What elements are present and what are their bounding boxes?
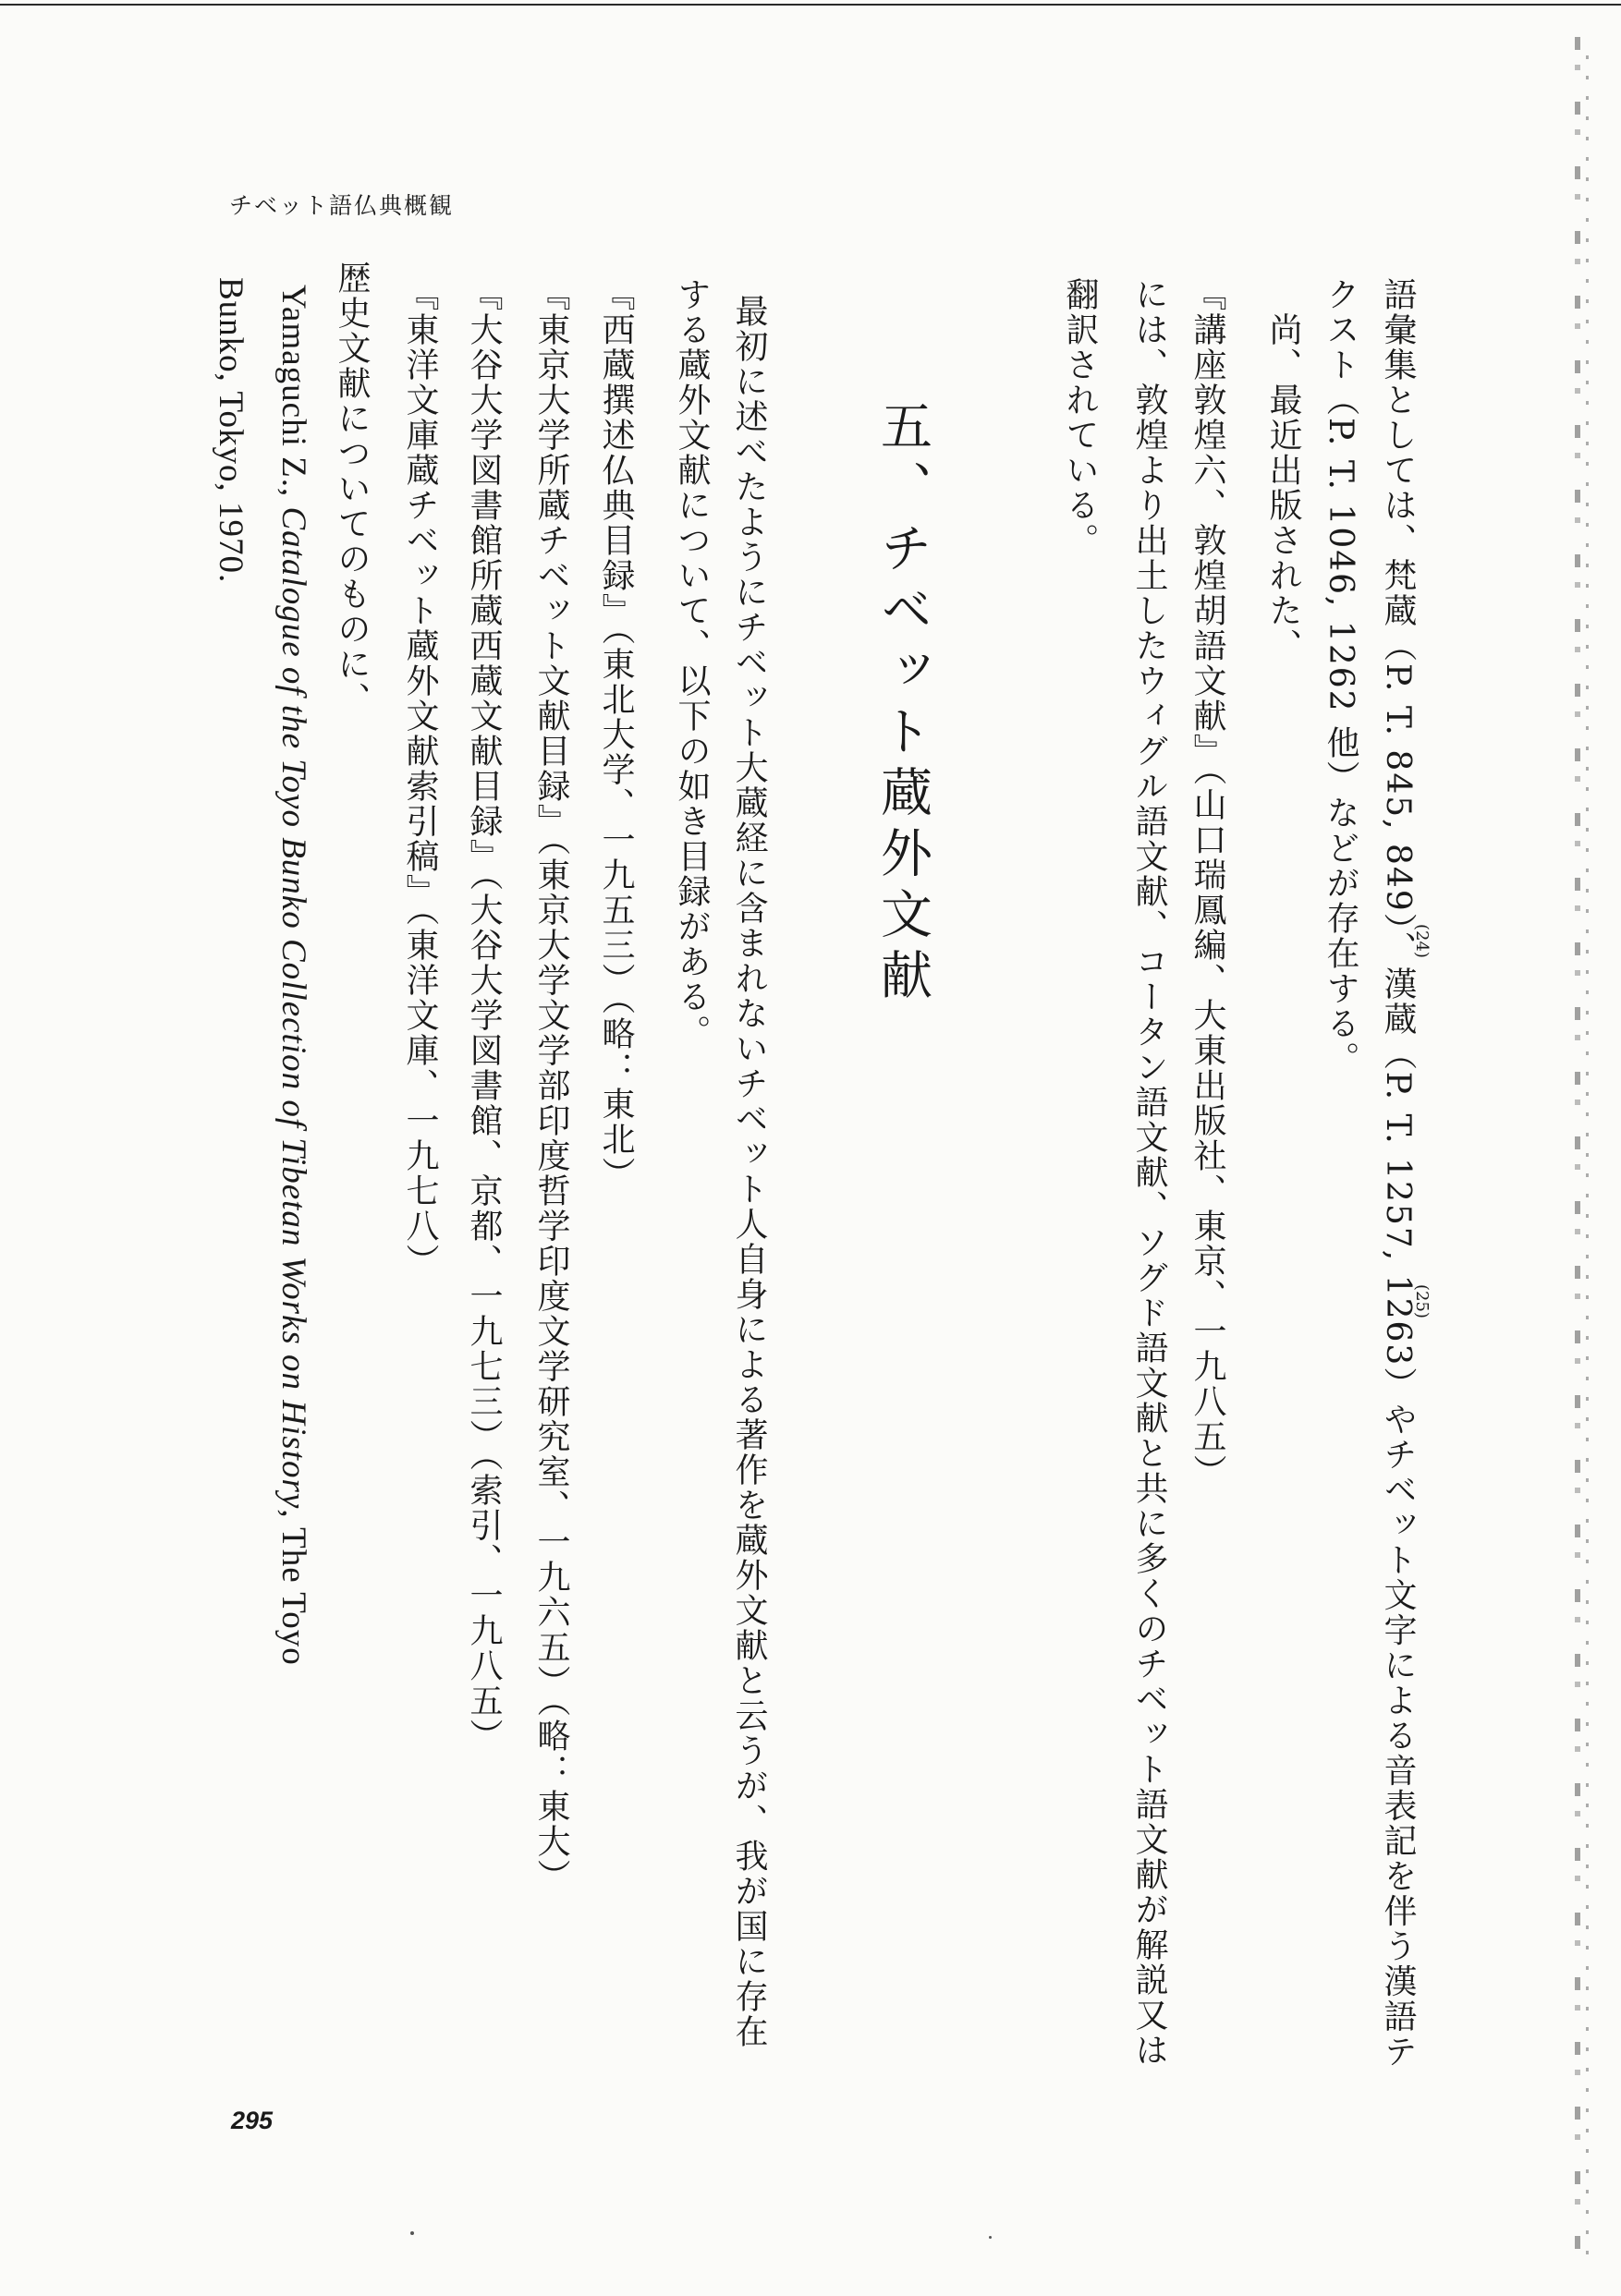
text-column-2: クスト（P. T. 1046, 1262 他）などが存在する。	[1322, 277, 1359, 1076]
bibliography-line-2: Bunko, Tokyo, 1970.	[212, 277, 250, 584]
section-heading: 五、チベット蔵外文献	[872, 399, 932, 1009]
scan-speck	[989, 2236, 992, 2239]
text-column-5: には、敦煌より出土したウィグル語文献、コータン語文献、ソグド語文献と共に多くのチベット語文献が解説又は	[1130, 277, 1168, 2068]
footnote-ref-24: (24)	[1412, 924, 1432, 958]
text-column-8: 最初に述べたようにチベット大蔵経に含まれないチベット人自身による著作を蔵外文献と云うが、我が国に存在	[730, 294, 768, 2049]
bibliography-line-1: Yamaguchi Z., Catalogue of the Toyo Bunko Collection of Tibetan Works on History, The Toyo	[274, 285, 312, 1666]
page-edge-shadow-secondary	[1586, 55, 1589, 2254]
text-column-3: 尚、最近出版された、	[1264, 312, 1302, 663]
text-column-1: 語彙集としては、梵蔵（P. T. 845, 849）、漢蔵（P. T. 1257, 1263）やチベット文字による音表記を伴う漢語テ	[1379, 277, 1417, 2070]
text-column-14: 歴史文献についてのものに、	[333, 261, 371, 717]
top-rule	[0, 4, 1621, 6]
catalogue-entry-tohoku: 『西蔵撰述仏典目録』（東北大学、一九五三）（略：東北）	[597, 277, 635, 1192]
catalogue-entry-toyo-bunko: 『東洋文庫蔵チベット蔵外文献索引稿』（東洋文庫、一九七八）	[401, 277, 439, 1279]
footnote-ref-25: (25)	[1412, 1284, 1432, 1318]
text-column-9: する蔵外文献について、以下の如き目録がある。	[673, 277, 711, 1050]
page-edge-shadow	[1575, 37, 1580, 2254]
text-column-4: 『講座敦煌六、敦煌胡語文献』（山口瑞鳳編、大東出版社、東京、一九八五）	[1188, 277, 1226, 1489]
scan-speck	[410, 2231, 414, 2235]
text-column-6: 翻訳されている。	[1061, 277, 1099, 558]
running-head: チベット語仏典概観	[229, 192, 455, 219]
page-number: 295	[231, 2107, 274, 2134]
catalogue-entry-todai: 『東京大学所蔵チベット文献目録』（東京大学文学部印度哲学印度文学研究室、一九六五）（略：東大）	[532, 277, 570, 1894]
catalogue-entry-otani: 『大谷大学図書館所蔵西蔵文献目録』（大谷大学図書館、京都、一九七三）（索引、一九八五）	[465, 277, 503, 1754]
